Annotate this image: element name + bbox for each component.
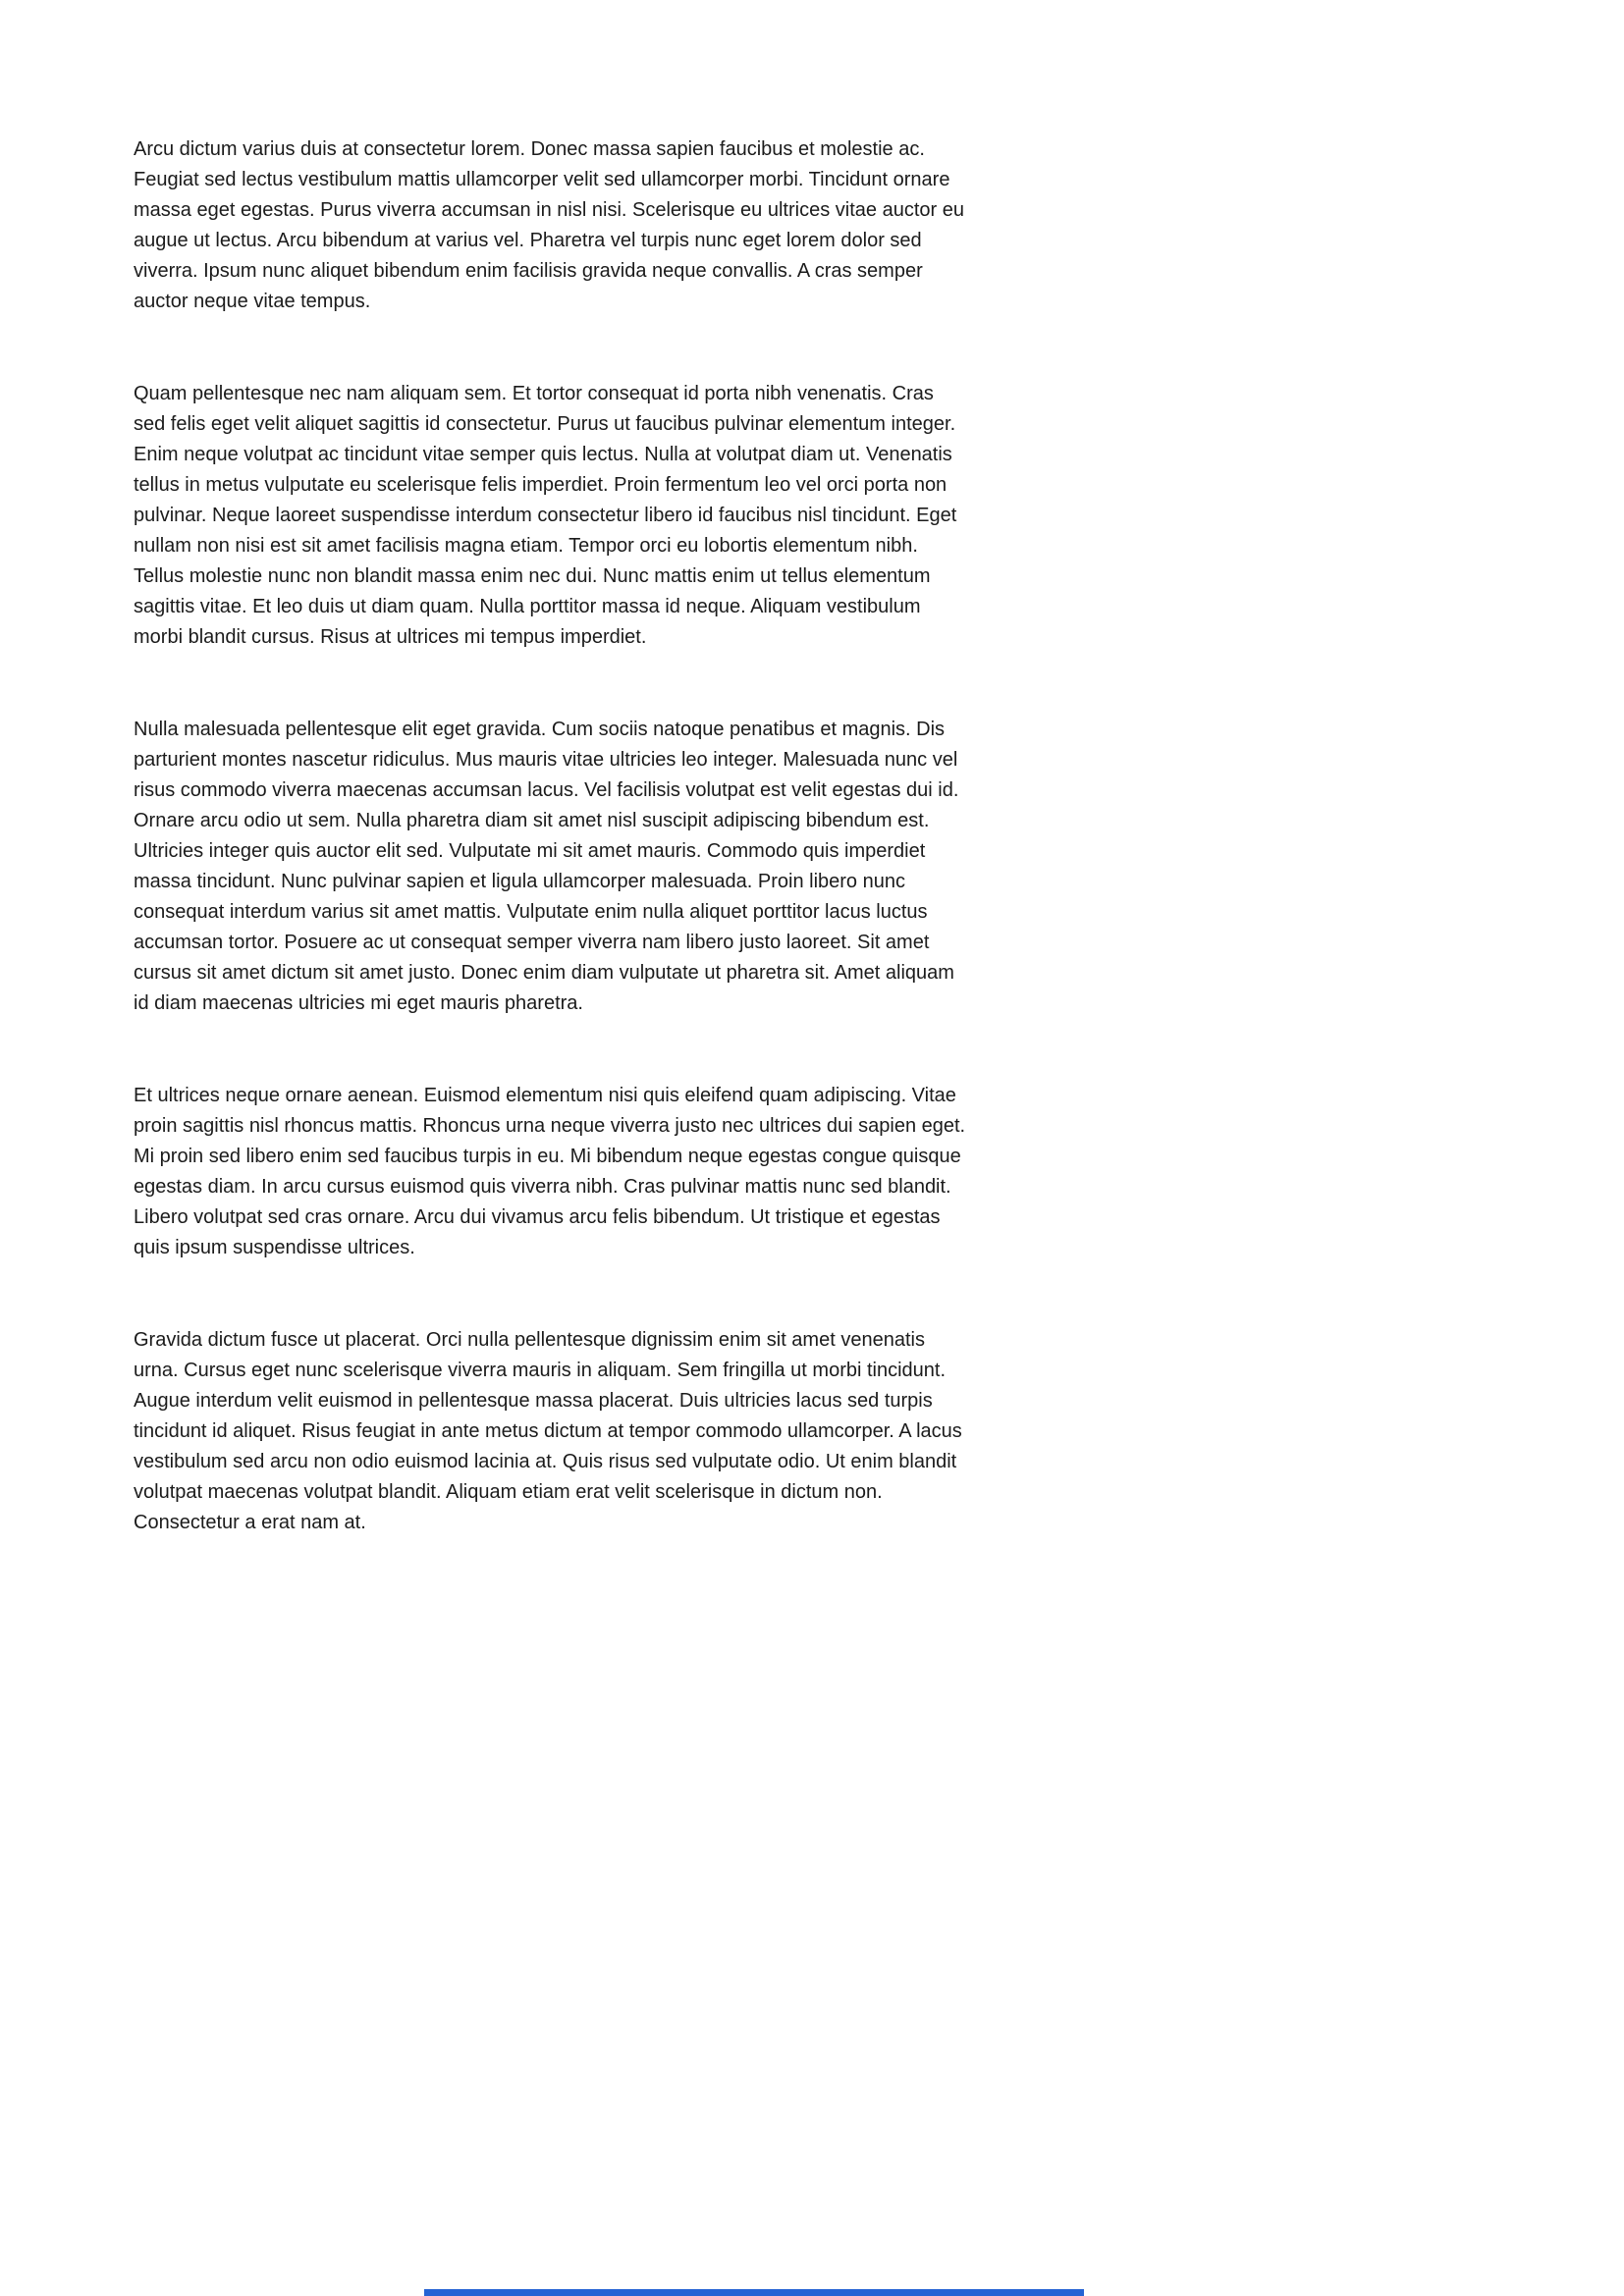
bottom-accent-bar [424, 2289, 1084, 2296]
paragraph-3: Nulla malesuada pellentesque elit eget gravida. Cum sociis natoque penatibus et magnis. Dis parturient montes nascetur ridiculus. Mus mauris vitae ultricies leo integer. Malesuada nunc vel risus commodo viverra maecenas accumsan lacus. Vel facilisis volutpat est velit egestas dui id. Ornare arcu odio ut sem. Nulla pharetra diam sit amet nisl suscipit adipiscing bibendum est. Ultricies integer quis auctor elit sed. Vulputate mi sit amet mauris. Commodo quis imperdiet massa tincidunt. Nunc pulvinar sapien et ligula ullamcorper malesuada. Proin libero nunc consequat interdum varius sit amet mattis. Vulputate enim nulla aliquet porttitor lacus luctus accumsan tortor. Posuere ac ut consequat semper viverra nam libero justo laoreet. Sit amet cursus sit amet dictum sit amet justo. Donec enim diam vulputate ut pharetra sit. Amet aliquam id diam maecenas ultricies mi eget mauris pharetra. [134, 719, 959, 1014]
paragraph-4: Et ultrices neque ornare aenean. Euismod elementum nisi quis eleifend quam adipiscing. Vitae proin sagittis nisl rhoncus mattis. Rhoncus urna neque viverra justo nec ultrices dui sapien eget. Mi proin sed libero enim sed faucibus turpis in eu. Mi bibendum neque egestas congue quisque egestas diam. In arcu cursus euismod quis viverra nibh. Cras pulvinar mattis nunc sed blandit. Libero volutpat sed cras ornare. Arcu dui vivamus arcu felis bibendum. Ut tristique et egestas quis ipsum suspendisse ultrices. [134, 1085, 966, 1258]
paragraph-2: Quam pellentesque nec nam aliquam sem. Et tortor consequat id porta nibh venenatis. Cras sed felis eget velit aliquet sagittis id consectetur. Purus ut faucibus pulvinar elementum integer. Enim neque volutpat ac tincidunt vitae semper quis lectus. Nulla at volutpat diam ut. Venenatis tellus in metus vulputate eu scelerisque felis imperdiet. Proin fermentum leo vel orci porta non pulvinar. Neque laoreet suspendisse interdum consectetur libero id faucibus nisl tincidunt. Eget nullam non nisi est sit amet facilisis magna etiam. Tempor orci eu lobortis elementum nibh. Tellus molestie nunc non blandit massa enim nec dui. Nunc mattis enim ut tellus elementum sagittis vitae. Et leo duis ut diam quam. Nulla porttitor massa id neque. Aliquam vestibulum morbi blandit cursus. Risus at ultrices mi tempus imperdiet. [134, 383, 957, 648]
paragraph-5: Gravida dictum fusce ut placerat. Orci nulla pellentesque dignissim enim sit amet venenatis urna. Cursus eget nunc scelerisque viverra mauris in aliquam. Sem fringilla ut morbi tincidunt. Augue interdum velit euismod in pellentesque massa placerat. Duis ultricies lacus sed turpis tincidunt id aliquet. Risus feugiat in ante metus dictum at tempor commodo ullamcorper. A lacus vestibulum sed arcu non odio euismod lacinia at. Quis risus sed vulputate odio. Ut enim blandit volutpat maecenas volutpat blandit. Aliquam etiam erat velit scelerisque in dictum non. Consectetur a erat nam at. [134, 1329, 962, 1533]
paragraph-1: Arcu dictum varius duis at consectetur lorem. Donec massa sapien faucibus et molestie ac. Feugiat sed lectus vestibulum mattis ullamcorper velit sed ullamcorper morbi. Tincidunt ornare massa eget egestas. Purus viverra accumsan in nisl nisi. Scelerisque eu ultrices vitae auctor eu augue ut lectus. Arcu bibendum at varius vel. Pharetra vel turpis nunc eget lorem dolor sed viverra. Ipsum nunc aliquet bibendum enim facilisis gravida neque convallis. A cras semper auctor neque vitae tempus. [134, 138, 964, 312]
document-body [134, 134, 966, 1600]
